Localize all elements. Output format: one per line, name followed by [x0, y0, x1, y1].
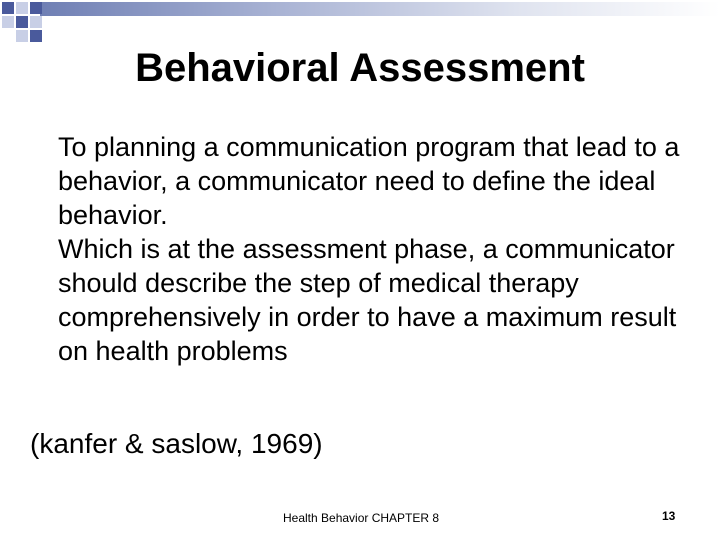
decorative-banner: [0, 0, 720, 44]
banner-square: [30, 2, 42, 14]
body-paragraph: Which is at the assessment phase, a communicator should describe the step of medical therapy comprehensively in order to have a maximum result on health problems: [58, 234, 677, 366]
page-number: 13: [662, 509, 676, 523]
banner-square: [16, 2, 28, 14]
citation: (kanfer & saslow, 1969): [30, 428, 323, 459]
banner-square: [16, 16, 28, 28]
banner-square: [16, 30, 28, 42]
banner-square: [2, 2, 14, 14]
banner-square: [30, 30, 42, 42]
banner-square: [30, 16, 42, 28]
slide-title: Behavioral Assessment: [135, 46, 585, 90]
banner-gradient-bar: [40, 2, 720, 16]
body-paragraph: To planning a communication program that lead to a behavior, a communicator need to define the ideal behavior.: [58, 132, 680, 230]
slide-body: [58, 130, 708, 368]
footer-text: Health Behavior CHAPTER 8: [283, 511, 440, 525]
banner-square: [2, 16, 14, 28]
